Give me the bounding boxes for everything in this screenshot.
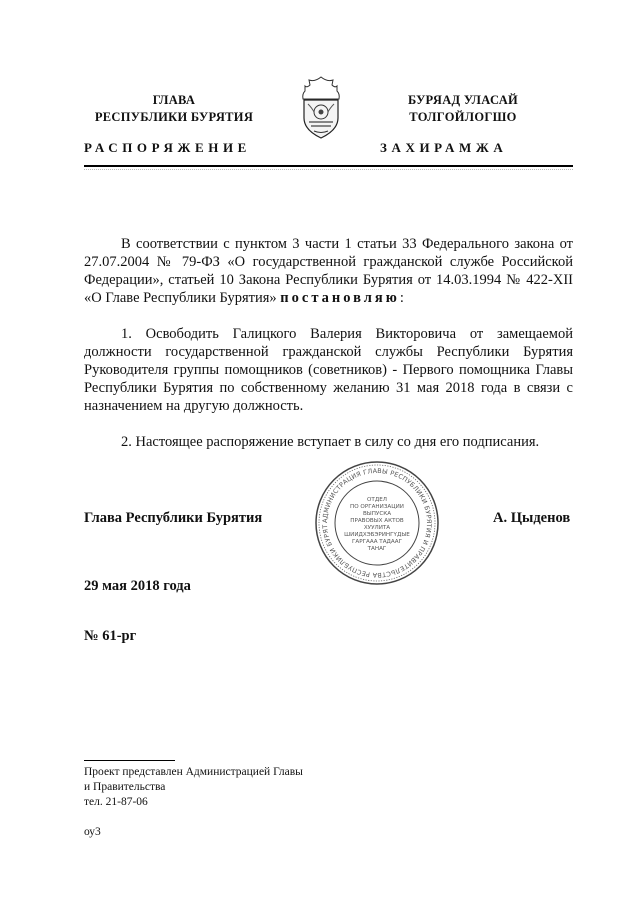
stamp-line: ПО ОРГАНИЗАЦИИ — [350, 504, 404, 510]
signature-position: Глава Республики Бурятия — [84, 510, 263, 526]
footnote-phone: тел. 21-87-06 — [84, 796, 148, 808]
stamp-line: ХУУЛИТА — [363, 525, 391, 531]
footnote-rule — [84, 760, 175, 761]
header-left-title — [84, 92, 264, 126]
header-left-line2: РЕСПУБЛИКИ БУРЯТИЯ — [94, 110, 254, 124]
stamp-line: ШИИДХЭБЭРИНГҮДЫЕ — [344, 532, 410, 538]
signature-name: А. Цыденов — [493, 510, 571, 526]
decree-colon: : — [399, 290, 404, 306]
footnote — [84, 765, 303, 840]
footnote-line1: Проект представлен Администрацией Главы — [84, 766, 303, 778]
official-stamp — [314, 460, 440, 586]
header-right-line1: БУРЯАД УЛАСАЙ — [407, 93, 519, 107]
header-right-line2: ТОЛГОЙЛОГШО — [409, 110, 517, 124]
footnote-line2: и Правительства — [84, 781, 166, 793]
stamp-line: ВЫПУСКА — [362, 511, 392, 517]
item-2: 2. Настоящее распоряжение вступает в силу со дня его подписания. — [121, 434, 540, 450]
doc-type-left: РАСПОРЯЖЕНИЕ — [84, 140, 251, 155]
preamble-paragraph — [84, 235, 573, 307]
stamp-line: ГАРГААА ТАДААГ — [352, 539, 402, 545]
stamp-line: ОТДЕЛ — [367, 497, 387, 503]
footnote-code: оу3 — [84, 826, 101, 838]
document-body — [84, 235, 573, 451]
decree-word: постановляю — [280, 290, 400, 306]
stamp-ring-text: АДМИНИСТРАЦИЯ ГЛАВЫ РЕСПУБЛИКИ БУРЯТИЯ И ПРАВИТЕЛЬСТВА РЕСПУБЛИКИ БУРЯТ — [320, 466, 434, 580]
preamble-text: В соответствии с пунктом 3 части 1 статьи 33 Федерального закона от 27.07.2004 № 79-ФЗ «О государственной гражданской службе Российской Федерации», статьей 10 Закона Республики Бурятия от 14.03.1994 № 422-XII «О Главе Республики Бурятия» — [84, 236, 573, 306]
document-number: № 61-рг — [84, 628, 137, 644]
header-left-line1: ГЛАВА — [152, 93, 196, 107]
stamp-line: ТАНАГ — [367, 546, 387, 552]
stamp-line: ПРАВОВЫХ АКТОВ — [350, 518, 404, 524]
document-date: 29 мая 2018 года — [84, 578, 191, 594]
coat-of-arms-emblem — [299, 74, 343, 142]
doc-type-right: ЗАХИРАМЖА — [380, 140, 508, 155]
header-right-title — [378, 92, 548, 126]
header-divider-dotted — [84, 169, 573, 170]
item-1: 1. Освободить Галицкого Валерия Викторовича от замещаемой должности государственной гражданской службы Республики Бурятия Руководителя группы помощников (советников) - Первого помощника Главы Республики Бурятия по собственному желанию 31 мая 2018 года в связи с назначением на другую должность. — [84, 326, 573, 414]
header-divider — [84, 165, 573, 167]
